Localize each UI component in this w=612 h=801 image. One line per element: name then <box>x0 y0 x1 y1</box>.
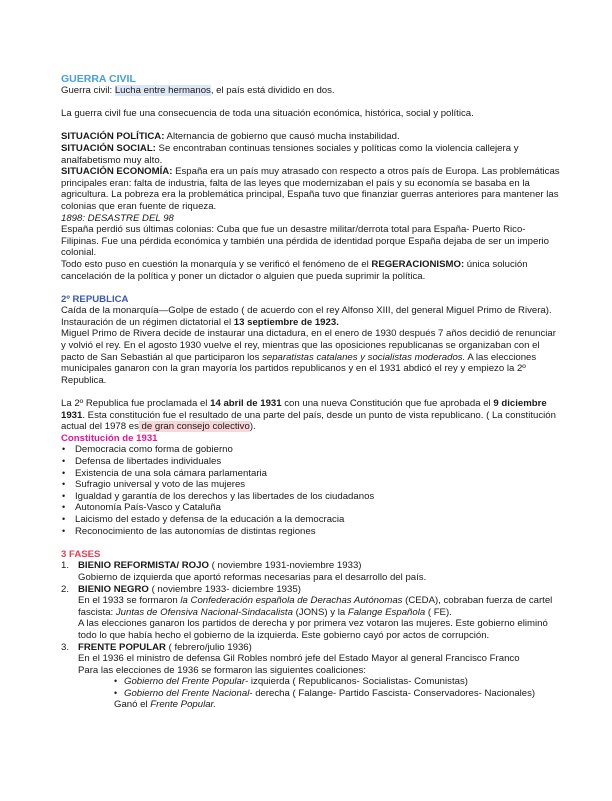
won-a: Ganó el <box>114 699 151 711</box>
rep-b2: separatistas catalanes y socialistas moderados. <box>262 351 466 363</box>
rep-c3: con una nueva Constitución que fue aprobada el <box>281 398 494 410</box>
rep-a2: 13 septiembre de 1923. <box>233 316 339 328</box>
disaster-heading <box>61 213 561 225</box>
phase-1-name: BIENIO REFORMISTA/ ROJO <box>78 560 209 572</box>
phase-1 <box>61 560 561 583</box>
f2-f: Falange Española <box>347 606 426 618</box>
reg-label: REGERACIONISMO: <box>371 258 465 270</box>
phase-number: 1. <box>61 560 70 572</box>
section-title-constitucion: Constitución de 1931 <box>61 432 158 444</box>
f2-b: la Confederación española de Derachas Autónomas <box>180 595 403 607</box>
phase-3 <box>61 642 561 712</box>
constitution-list <box>61 444 561 537</box>
economic-text: España era un país muy atrasado con respecto a otros país de Europa. Las problemáticas principales eran: falta de industria, falta de las leyes que modernizaban el país y su economía se basaba en la agricultura. La pobreza era la problemática principal, España tuvo que finanziar guerras anteriores para mantener las colonias que eran fuente de riqueza. <box>61 166 560 212</box>
rep-c6-highlight: de gran consejo colectivo <box>138 421 250 433</box>
phase-2-date: ( noviembre 1933- diciembre 1935) <box>148 583 301 595</box>
reg-text-a: Todo esto puso en cuestión la monarquía y se verificó el fenómeno de el <box>61 258 372 270</box>
f2-e: (JONS) y la <box>292 606 348 618</box>
rep-c7: ). <box>249 421 256 433</box>
won-b: Frente Popular. <box>150 699 217 711</box>
intro-text-b: , el país está dividido en dos. <box>210 85 335 96</box>
section-title-republica: 2º REPUBLICA <box>61 293 129 305</box>
phase-3-text-1: En el 1936 el ministro de defensa Gil Robles nombró jefe del Estado Mayor al general Francisco Franco <box>78 653 520 665</box>
section-title-guerra-civil: GUERRA CIVIL <box>61 73 136 85</box>
coalition-1-desc: - izquierda ( Republicanos- Socialistas- Comunistas) <box>245 676 468 688</box>
coalition-1-name: Gobierno del Frente Popular <box>124 676 246 688</box>
rep-b1: Miguel Primo de Rivera decide de instaurar una dictadura, en el enero de 1930 después 7 años decidió de renunciar y volvió el rey. En el agosto 1930 vuelve el rey, mientras que las oposiciones republicanas se organizaban con el pacto de San Sebastián al que participaron los <box>61 328 556 363</box>
intro-paragraph <box>61 85 561 97</box>
phase-3-date: ( febrero/julio 1936) <box>165 641 252 653</box>
phases-list <box>61 560 561 711</box>
coalition-2-desc: - derecha ( Falange- Partido Fascista- Conservadores- Nacionales) <box>249 687 536 699</box>
rep-c2: 14 abril de 1931 <box>210 398 282 410</box>
intro-text-a: Guerra civil: <box>61 85 115 96</box>
republic-paragraph-1 <box>61 305 561 328</box>
rep-c1: La 2º Republica fue proclamada el <box>61 398 211 410</box>
colonies-paragraph: España perdió sus últimas colonias: Cuba que fue un desastre militar/derrota total para España- Puerto Rico- Filipinas. Fue una pérdida económica y también una pérdida de identidad porque España dejaba de ser un imperio colonial. <box>61 224 550 259</box>
list-item: • Laicismo del estado y defensa de la educación a la democracia <box>61 514 561 526</box>
list-item: • Sufragio universal y voto de las mujeres <box>61 479 561 491</box>
regeneracionismo-paragraph <box>61 259 561 282</box>
phase-2-text-1 <box>78 595 561 618</box>
social-label: SITUACIÓN SOCIAL: <box>61 142 156 154</box>
election-result <box>78 699 561 711</box>
consequence-paragraph: La guerra civil fue una consecuencia de toda una situación económica, histórica, social y política. <box>61 108 474 120</box>
rep-a1: Caída de la monarquía—Golpe de estado ( de acuerdo con el rey Alfonso XIII, del general Miguel Primo de Rivera). Instauración de un régimen dictatorial el <box>61 305 552 328</box>
rep-c4: 9 diciembre 1931 <box>61 398 547 421</box>
list-item: • Democracia como forma de gobierno <box>61 444 561 456</box>
list-item: • Igualdad y garantía de los derechos y las libertades de los ciudadanos <box>61 491 561 503</box>
phase-2 <box>61 584 561 642</box>
phase-3-name: FRENTE POPULAR <box>78 641 166 653</box>
political-label: SITUACIÓN POLÍTICA: <box>61 131 165 143</box>
section-title-fases: 3 FASES <box>61 548 101 560</box>
phase-2-name: BIENIO NEGRO <box>78 583 149 595</box>
phase-number: 2. <box>61 583 70 595</box>
list-item <box>114 688 561 700</box>
document-page <box>61 73 561 711</box>
list-item: • Autonomía País-Vasco y Cataluña <box>61 502 561 514</box>
political-text: Alternancia de gobierno que causó mucha instabilidad. <box>164 131 400 143</box>
rep-c5: . Esta constitución fue el resultado de una parte del país, desde un punto de vista republicano. ( La constitución actual del 1978 es <box>61 409 556 433</box>
highlighted-phrase: Lucha entre hermanos <box>114 85 211 96</box>
phase-1-date: ( noviembre 1931-noviembre 1933) <box>208 560 362 572</box>
phase-number: 3. <box>61 641 70 653</box>
phase-2-text-2: A las elecciones ganaron los partidos de derecha y por primera vez votaron las mujeres. Este gobierno eliminó todo lo que había hecho el gobierno de la izquierda. Este gobierno cayó por actos de corrupción. <box>78 618 548 641</box>
list-item: • Defensa de libertades individuales <box>61 456 561 468</box>
social-situation <box>61 143 561 166</box>
phase-3-text-2: Para las elecciones de 1936 se formaron las siguientes coaliciones: <box>78 664 366 676</box>
list-item: • Existencia de una sola cámara parlamentaria <box>61 468 561 480</box>
disaster-label: 1898: DESASTRE DEL 98 <box>61 212 174 224</box>
political-situation <box>61 131 561 143</box>
republic-paragraph-2 <box>61 328 561 386</box>
f2-c: (CEDA), cobraban fuerza de cartel fascista: <box>78 595 553 618</box>
social-text: Se encontraban continuas tensiones sociales y políticas como la violencia callejera y analfabetismo muy alto. <box>61 142 519 166</box>
f2-g: ( FE). <box>425 606 452 618</box>
list-item <box>114 676 561 688</box>
coalitions-list <box>78 676 561 699</box>
reg-text-c: única solución cancelación de la política y poner un dictador o alguien que pueda suprimir la política. <box>61 258 528 282</box>
list-item: • Reconocimiento de las autonomías de distintas regiones <box>61 526 561 538</box>
economic-situation <box>61 166 561 212</box>
coalition-2-name: Gobierno del Frente Nacional <box>124 687 250 699</box>
f2-d: Juntas de Ofensiva Nacional-Sindacalista <box>115 606 293 618</box>
republic-paragraph-3 <box>61 398 561 433</box>
f2-a: En el 1933 se formaron <box>78 595 181 607</box>
phase-1-text: Gobierno de izquierda que aportó reformas necesarias para el desarrollo del país. <box>78 571 427 583</box>
economic-label: SITUACIÓN ECONOMÍA: <box>61 166 173 178</box>
rep-b3: A las elecciones municipales ganaron con la gran mayoría los partidos republicanos y en el 1931 abdicó el rey y empiezo la 2º Republica. <box>61 351 537 386</box>
